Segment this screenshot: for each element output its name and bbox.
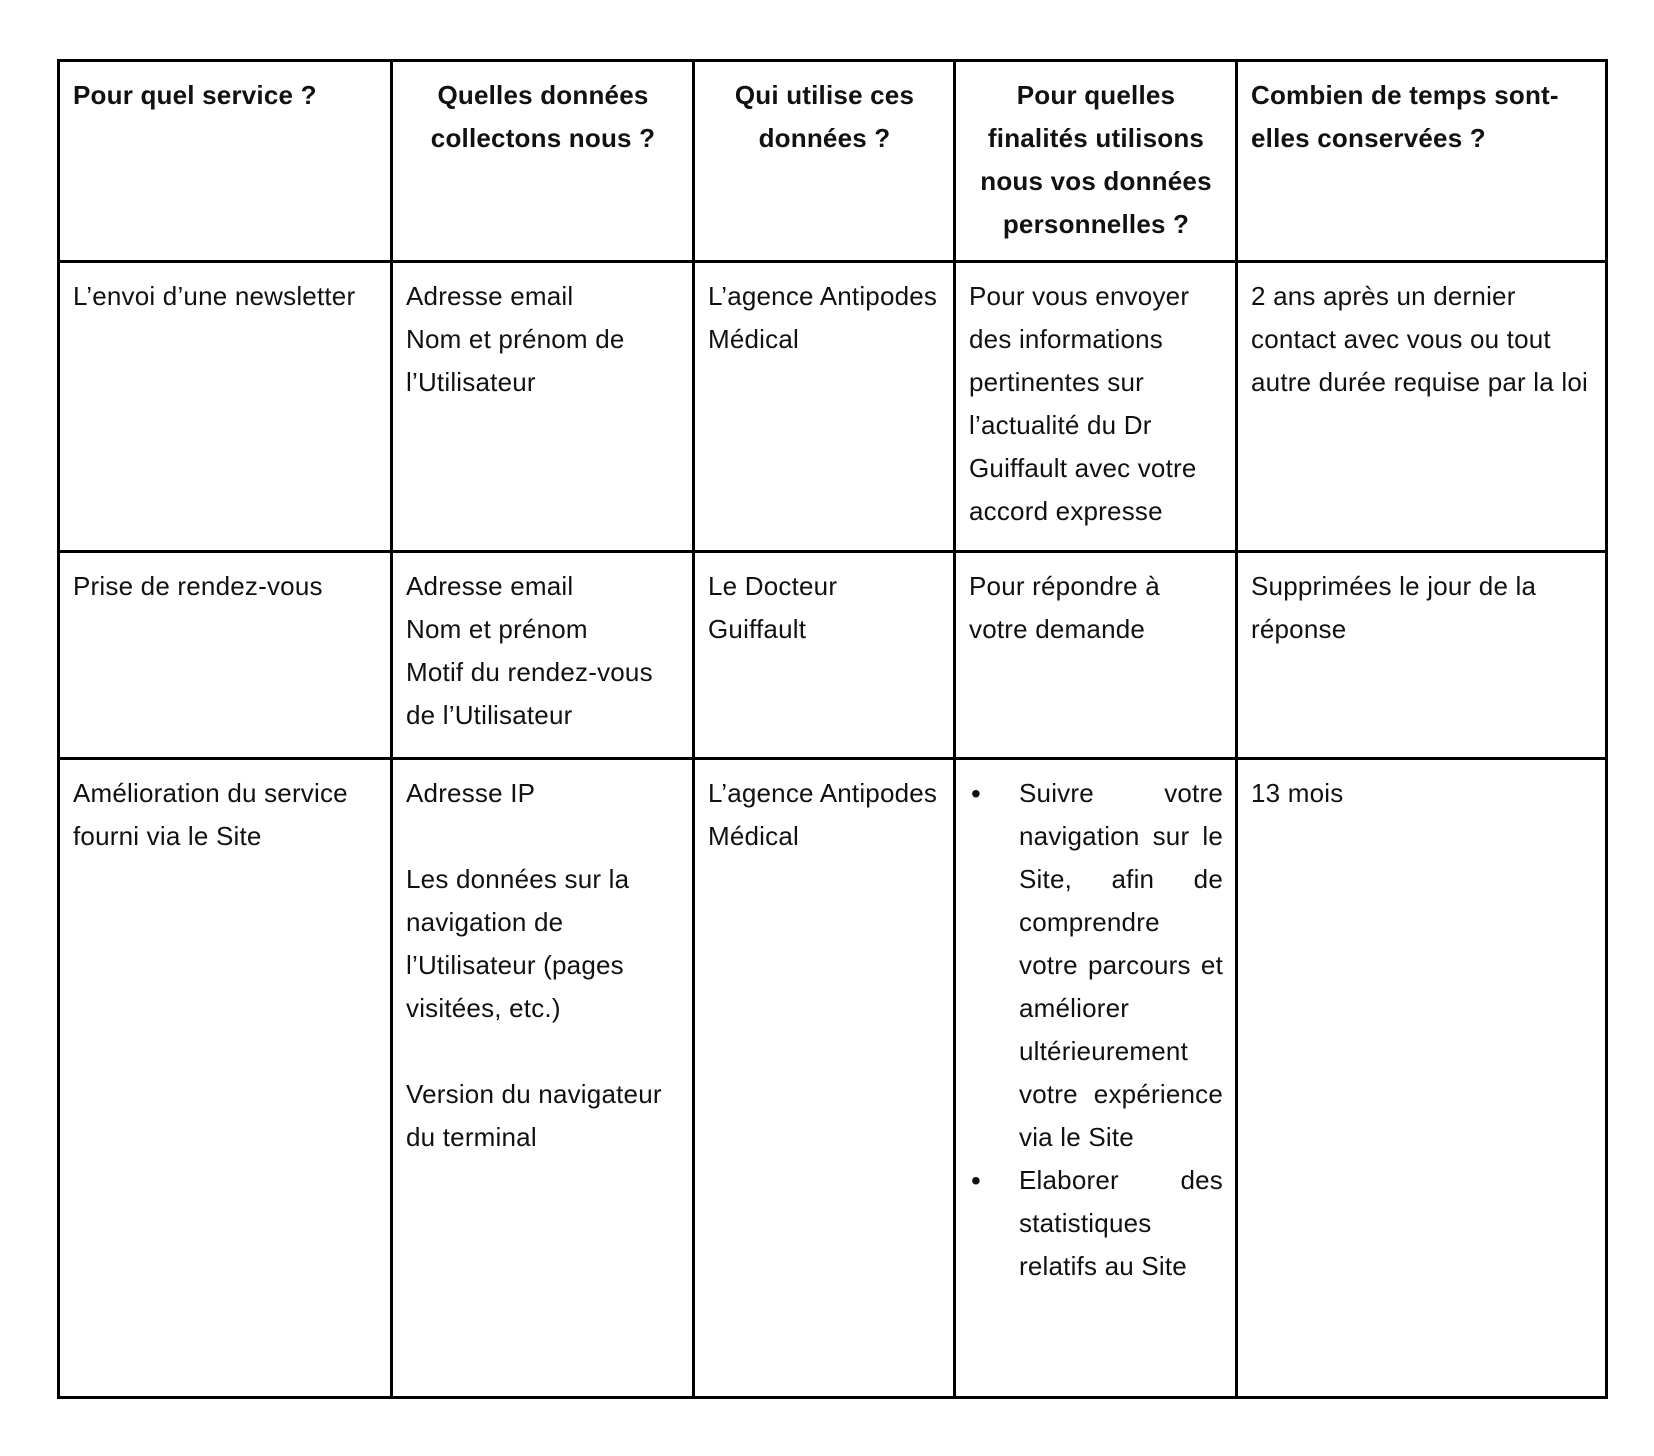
cell-purpose: Pour répondre à votre demande: [955, 552, 1237, 759]
cell-retention: Supprimées le jour de la réponse: [1237, 552, 1607, 759]
spacer: [406, 1030, 680, 1073]
cell-data-user: Le Docteur Guiffault: [694, 552, 955, 759]
cell-service: L’envoi d’une newsletter: [59, 262, 392, 552]
header-retention: Combien de temps sont-elles conservées ?: [1237, 61, 1607, 262]
data-block: Adresse IP: [406, 778, 536, 808]
cell-data-collected: [392, 262, 694, 552]
cell-service: Amélioration du service fourni via le Site: [59, 759, 392, 1398]
header-data-users: Qui utilise ces données ?: [694, 61, 955, 262]
data-block: Les données sur la navigation de l’Utilisateur (pages visitées, etc.): [406, 864, 630, 1023]
data-line: Nom et prénom: [406, 614, 588, 644]
purpose-bullet-list: [969, 772, 1223, 1288]
header-data-collected: Quelles données collectons nous ?: [392, 61, 694, 262]
header-service: Pour quel service ?: [59, 61, 392, 262]
cell-purpose: [955, 759, 1237, 1398]
header-purposes: Pour quelles finalités utilisons nous vos données personnelles ?: [955, 61, 1237, 262]
data-line: Motif du rendez-vous de l’Utilisateur: [406, 657, 653, 730]
data-line: Nom et prénom de l’Utilisateur: [406, 324, 625, 397]
purpose-bullet-item: • Suivre votre navigation sur le Site, afin de comprendre votre parcours et améliorer ultérieurement votre expérience via le Site: [969, 772, 1223, 1159]
cell-data-user: L’agence Antipodes Médical: [694, 759, 955, 1398]
data-line: Adresse email: [406, 571, 574, 601]
cell-purpose: Pour vous envoyer des informations pertinentes sur l’actualité du Dr Guiffault avec votre accord expresse: [955, 262, 1237, 552]
data-block: Version du navigateur du terminal: [406, 1079, 662, 1152]
cell-service: Prise de rendez-vous: [59, 552, 392, 759]
cell-retention: 2 ans après un dernier contact avec vous ou tout autre durée requise par la loi: [1237, 262, 1607, 552]
purpose-bullet-item: • Elaborer des statistiques relatifs au Site: [969, 1159, 1223, 1288]
cell-data-collected: [392, 552, 694, 759]
cell-data-collected: [392, 759, 694, 1398]
spacer: [406, 815, 680, 858]
table-row: [59, 262, 1607, 552]
cell-retention: 13 mois: [1237, 759, 1607, 1398]
table-row: [59, 759, 1607, 1398]
table-header-row: [59, 61, 1607, 262]
data-line: Adresse email: [406, 281, 574, 311]
privacy-data-table: [57, 59, 1608, 1399]
cell-data-user: L’agence Antipodes Médical: [694, 262, 955, 552]
table-row: [59, 552, 1607, 759]
